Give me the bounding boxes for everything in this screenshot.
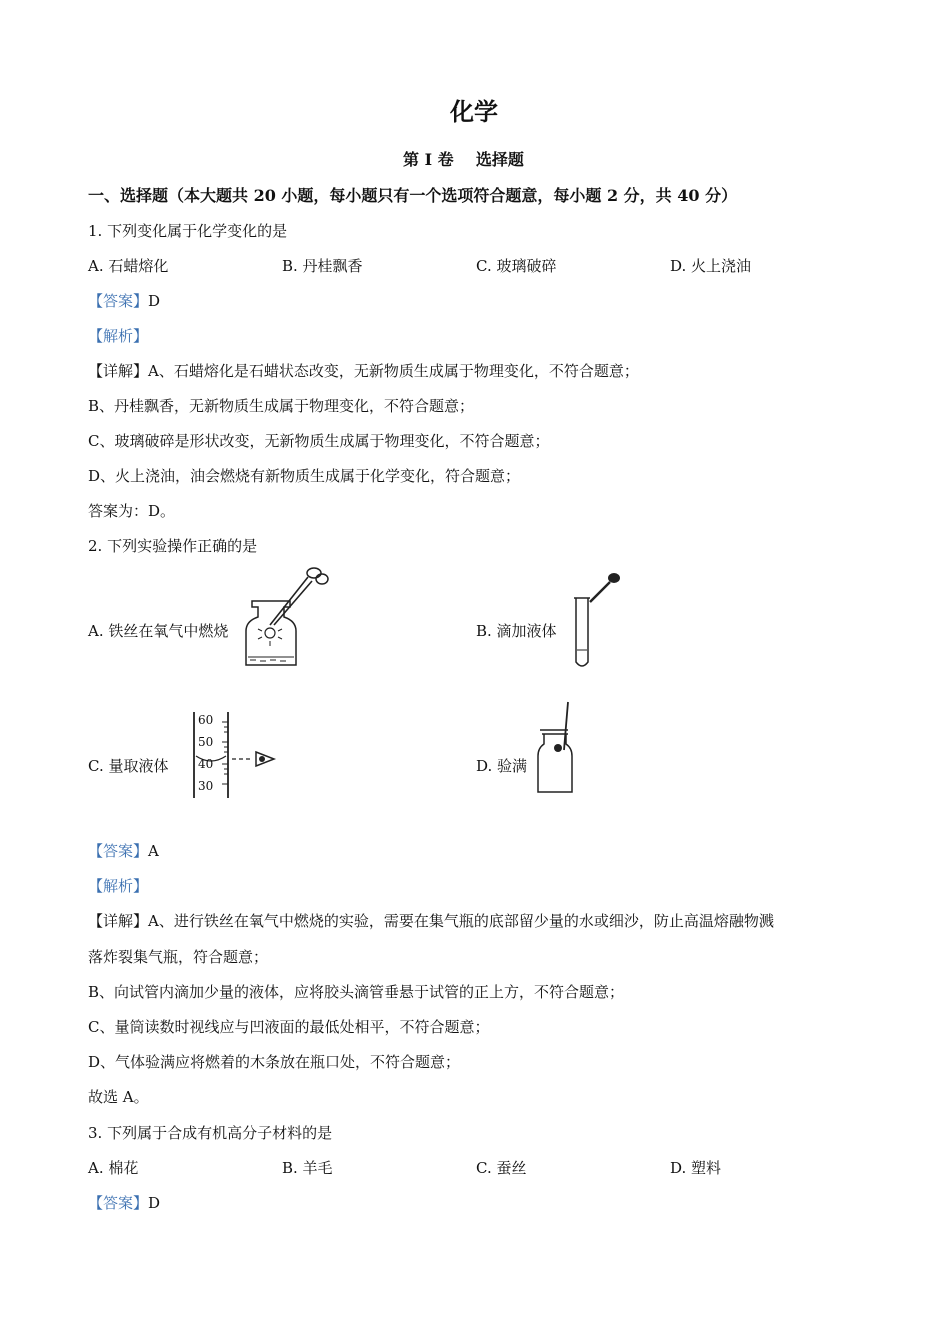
q2-detail-d: D、气体验满应将燃着的木条放在瓶口处，不符合题意； bbox=[88, 1053, 461, 1071]
q1-analysis-tag: 【解析】 bbox=[88, 327, 149, 345]
question-2-stem: 2. 下列实验操作正确的是 bbox=[88, 537, 258, 555]
q2-option-a: A. 铁丝在氧气中燃烧 bbox=[88, 622, 229, 640]
detail-tag: 【详解】 bbox=[88, 362, 149, 380]
q2-answer bbox=[88, 840, 159, 861]
iron-wire-combustion-figure bbox=[242, 565, 332, 675]
gas-full-test-figure bbox=[534, 700, 584, 800]
question-1-stem: 1. 下列变化属于化学变化的是 bbox=[88, 222, 288, 240]
q3-option-d: D. 塑料 bbox=[670, 1159, 722, 1177]
q2-detail-line bbox=[88, 910, 774, 931]
q3-answer bbox=[88, 1192, 160, 1213]
q2-analysis-tag: 【解析】 bbox=[88, 877, 149, 895]
dropping-liquid-figure bbox=[568, 568, 628, 673]
q1-option-a: A. 石蜡熔化 bbox=[88, 257, 169, 275]
answer-tag: 【答案】 bbox=[88, 292, 149, 310]
q2-option-d: D. 验满 bbox=[476, 757, 528, 775]
q2-detail-cont: 落炸裂集气瓶，符合题意； bbox=[88, 948, 269, 966]
q1-option-b: B. 丹桂飘香 bbox=[282, 257, 363, 275]
cylinder-tick-30: 30 bbox=[198, 779, 214, 793]
q1-detail-b: B、丹桂飘香，无新物质生成属于物理变化，不符合题意； bbox=[88, 397, 475, 415]
q3-option-a: A. 棉花 bbox=[88, 1159, 139, 1177]
q2-detail-b: B、向试管内滴加少量的液体，应将胶头滴管垂悬于试管的正上方，不符合题意； bbox=[88, 983, 625, 1001]
cylinder-tick-40: 40 bbox=[198, 757, 214, 771]
answer-value: A bbox=[148, 842, 159, 860]
q1-detail-d: D、火上浇油，油会燃烧有新物质生成属于化学变化，符合题意； bbox=[88, 467, 521, 485]
q2-option-b: B. 滴加液体 bbox=[476, 622, 557, 640]
answer-value: D bbox=[148, 292, 161, 310]
question-3-stem: 3. 下列属于合成有机高分子材料的是 bbox=[88, 1124, 333, 1142]
detail-text: A、石蜡熔化是石蜡状态改变，无新物质生成属于物理变化，不符合题意； bbox=[148, 362, 639, 380]
q1-conclusion: 答案为：D。 bbox=[88, 502, 176, 520]
page-title: 化学 bbox=[450, 97, 498, 126]
q1-detail-c: C、玻璃破碎是形状改变，无新物质生成属于物理变化，不符合题意； bbox=[88, 432, 550, 450]
detail-text: A、进行铁丝在氧气中燃烧的实验，需要在集气瓶的底部留少量的水或细沙，防止高温熔融物溅 bbox=[148, 912, 774, 930]
q1-option-d: D. 火上浇油 bbox=[670, 257, 752, 275]
volume-heading: 第 I 卷 选择题 bbox=[403, 150, 524, 169]
q3-option-b: B. 羊毛 bbox=[282, 1159, 333, 1177]
q2-conclusion: 故选 A。 bbox=[88, 1088, 149, 1106]
answer-tag: 【答案】 bbox=[88, 1194, 149, 1212]
q2-option-c: C. 量取液体 bbox=[88, 757, 169, 775]
q1-answer bbox=[88, 290, 160, 311]
detail-tag: 【详解】 bbox=[88, 912, 149, 930]
q3-option-c: C. 蚕丝 bbox=[476, 1159, 527, 1177]
cylinder-tick-50: 50 bbox=[198, 735, 214, 749]
cylinder-tick-60: 60 bbox=[198, 713, 214, 727]
q2-detail-c: C、量筒读数时视线应与凹液面的最低处相平，不符合题意； bbox=[88, 1018, 490, 1036]
q1-option-c: C. 玻璃破碎 bbox=[476, 257, 557, 275]
answer-value: D bbox=[148, 1194, 161, 1212]
q1-detail-line bbox=[88, 360, 639, 381]
section-heading: 一、选择题（本大题共 20 小题，每小题只有一个选项符合题意，每小题 2 分，共 40 分） bbox=[88, 186, 738, 205]
answer-tag: 【答案】 bbox=[88, 842, 149, 860]
